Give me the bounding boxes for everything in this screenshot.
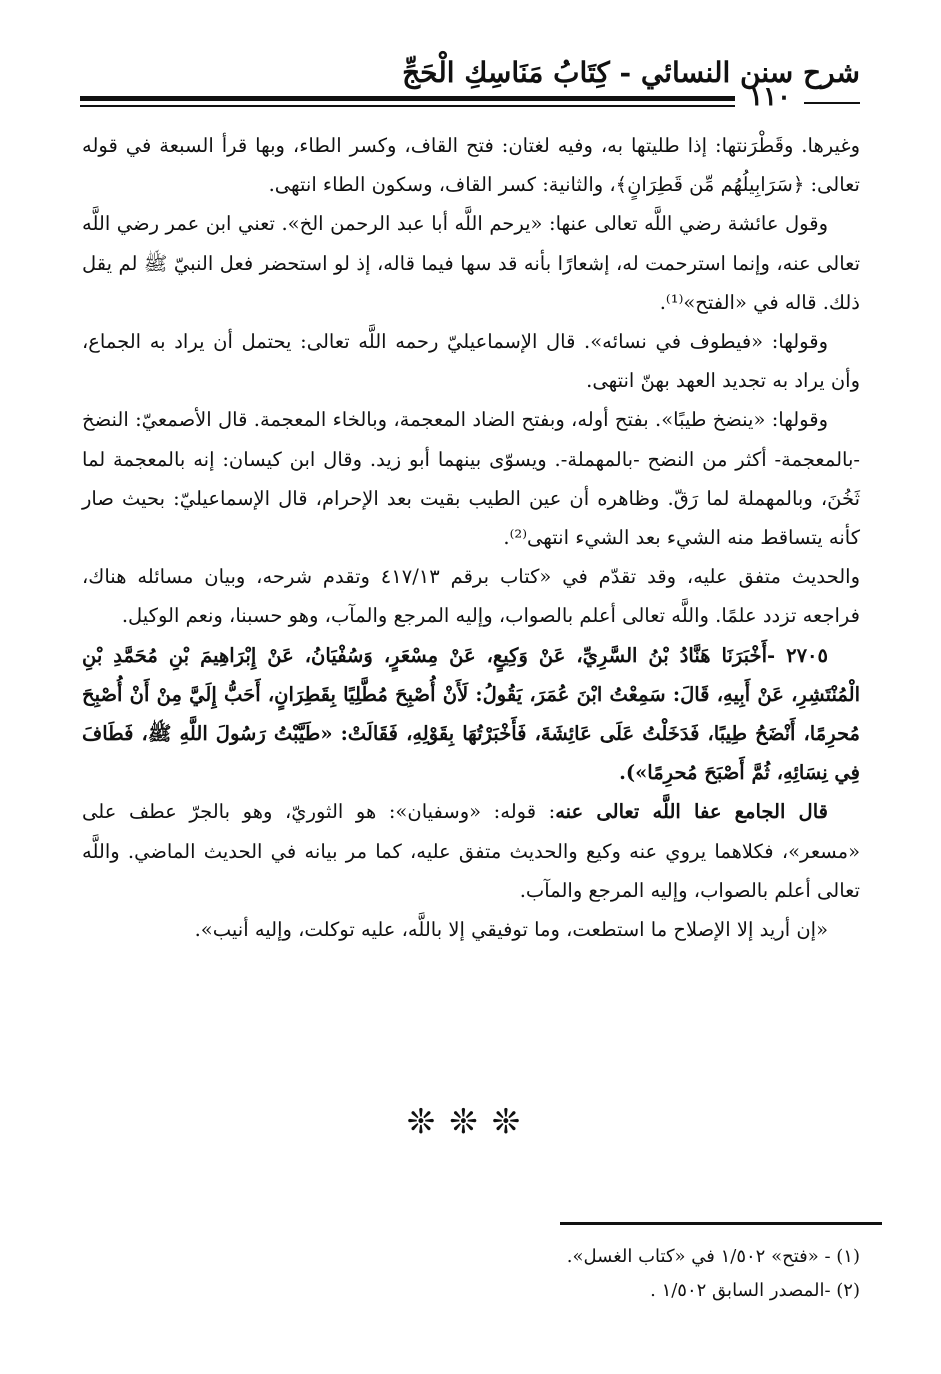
running-title: شرح سنن النسائي - كِتَابُ مَنَاسِكِ الْحَجِّ <box>402 56 860 89</box>
header-rule <box>80 105 735 107</box>
hadith-text: -أَخْبَرَنَا هَنَّادُ بْنُ السَّرِيِّ، عَنْ وَكِيعٍ، عَنْ مِسْعَرٍ، وَسُفْيَانُ، عَنْ إِبْرَاهِيمَ بْنِ مُحَمَّدِ بْنِ الْمُنْتَشِرِ، عَنْ أَبِيهِ، قَالَ: سَمِعْتُ ابْنَ عُمَرَ، يَقُولُ: لَأَنْ أُصْبِحَ مُطَّلِيًا بِقَطِرَانٍ، أَحَبُّ إِلَيَّ مِنْ أَنْ أُصْبِحَ مُحرِمًا، أَنْضَحُ طِيبًا، فَدَخَلْتُ عَلَى عَائِشَةَ، فَأَخْبَرْتُهَا بِقَوْلِهِ، فَقَالَتْ: «طَيَّبْتُ رَسُولَ اللَّهِ ﷺ، فَطَافَ فِي نِسَائِهِ، ثُمَّ أَصْبَحَ مُحرِمًا»). <box>82 643 860 785</box>
footnote-rule <box>560 1222 882 1225</box>
paragraph-text: : قوله: «وسفيان»: هو الثوريّ، وهو بالجرّ عطف على «مسعر»، فكلاهما يروي عنه وكيع والحديث متفق عليه، كما مر بيانه في الحديث الماضي. واللَّه تعالى أعلم بالصواب، وإليه المرجع والمآب. <box>82 800 860 902</box>
section-separator: ❊❊❊ <box>406 1102 535 1142</box>
footnotes <box>82 1240 860 1308</box>
paragraph: وقول عائشة رضي اللَّه تعالى عنها: «يرحم اللَّه أبا عبد الرحمن الخ». تعني ابن عمر رضي اللَّه تعالى عنه، وإنما استرحمت له، إشعارًا بأنه قد سها فيما قاله، إذ لو استحضر فعل النبيّ ﷺ لم يقل ذلك. قاله في «الفتح»⁽¹⁾. <box>82 212 860 314</box>
paragraph: «إن أريد إلا الإصلاح ما استطعت، وما توفيقي إلا باللَّه، عليه توكلت، وإليه أنيب». <box>194 918 828 942</box>
hadith-number: ٢٧٠٥ <box>786 643 828 667</box>
footnote: (٢) -المصدر السابق ١/٥٠٢ . <box>650 1280 860 1301</box>
body-text <box>82 126 860 949</box>
page-header <box>80 52 860 112</box>
paragraph: وغيرها. وقَطْرَنتها: إذا طليتها به، وفيه لغتان: فتح القاف، وكسر الطاء، وبها قرأ السبعة في قوله تعالى: ﴿سَرَابِيلُهُم مِّن قَطِرَانٍ﴾، والثانية: كسر القاف، وسكون الطاء انتهى. <box>82 134 860 197</box>
paragraph: وقولها: «فيطوف في نسائه». قال الإسماعيليّ رحمه اللَّه تعالى: يحتمل أن يراد به الجماع، وأن يراد به تجديد العهد بهنّ انتهى. <box>82 330 860 393</box>
paragraph: وقولها: «ينضخ طيبًا». بفتح أوله، وبفتح الضاد المعجمة، وبالخاء المعجمة. قال الأصمعيّ: النضخ -بالمعجمة- أكثر من النضح -بالمهملة-. ويسوّى بينهما أبو زيد. وقال ابن كيسان: إنه بالمعجمة لما ثَخُنَ، وبالمهملة لما رَقّ. وظاهره أن عين الطيب بقيت بعد الإحرام، قال الإسماعيليّ: بحيث صار كأنه يتساقط منه الشيء بعد الشيء انتهى⁽²⁾. <box>82 408 860 550</box>
page-number: ١١٠ <box>749 82 791 112</box>
paragraph: والحديث متفق عليه، وقد تقدّم في «كتاب برقم ٤١٧/١٣ وتقدم شرحه، وبيان مسائله هناك، فراجعه تزدد علمًا. واللَّه تعالى أعلم بالصواب، وإليه المرجع والمآب، وهو حسبنا، ونعم الوكيل. <box>82 565 860 628</box>
footnote: (١) - «فتح» ١/٥٠٢ في «كتاب الغسل». <box>566 1246 860 1267</box>
paragraph-lead: قال الجامع عفا اللَّه تعالى عنه <box>555 800 828 824</box>
paragraph <box>82 792 860 910</box>
hadith-paragraph <box>82 636 860 793</box>
header-rule <box>804 102 860 104</box>
header-rule <box>80 96 735 101</box>
